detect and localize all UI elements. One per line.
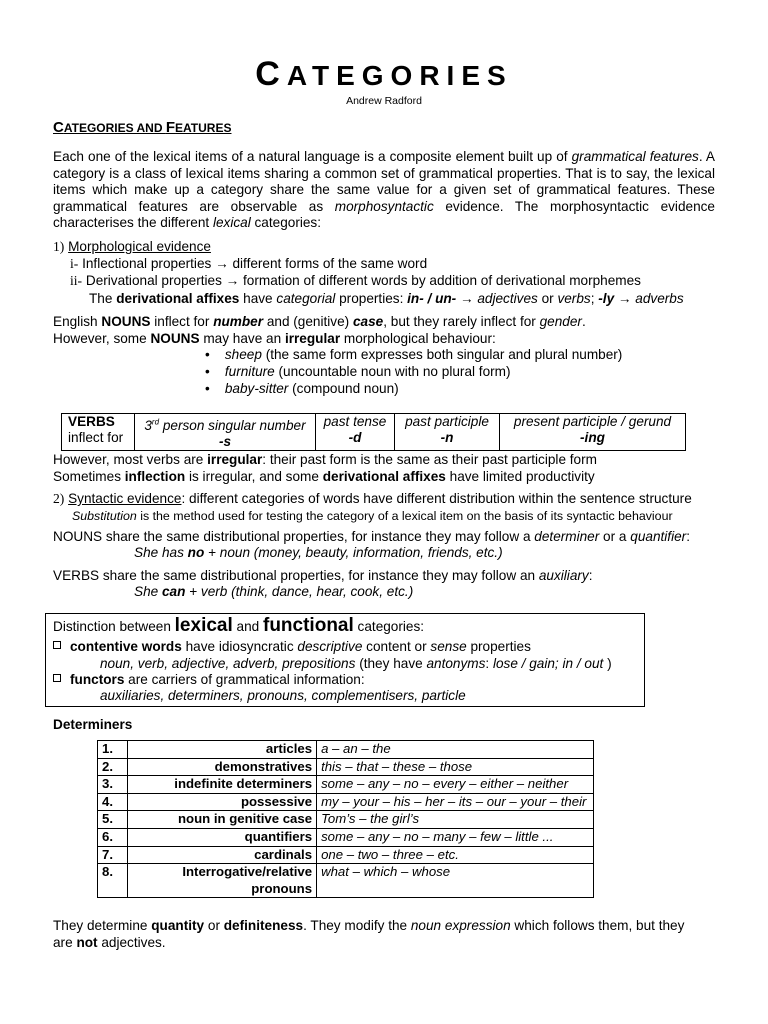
square-bullet-icon (53, 641, 61, 649)
table-cell: present participle / gerund -ing (500, 414, 686, 451)
functors-examples: auxiliaries, determiners, pronouns, complementisers, particle (100, 688, 466, 703)
intro-paragraph: Each one of the lexical items of a natural language is a composite element built up of grammatical features. A category is a class of lexical items sharing a common set of grammatical properties. That is to say, the lexical items which make up a category share the same value for a given set of grammatical features. These grammatical features are observable as morphosyntactic evidence. The morphosyntactic evidence characterises the different lexical categories: (53, 149, 715, 231)
list-item: • baby-sitter (compound noun) (205, 381, 399, 396)
table-cell: past participle -n (395, 414, 500, 451)
table-row: 1. articles a – an – the (98, 741, 594, 759)
table-row: 5. noun in genitive case Tom’s – the girl’s (98, 811, 594, 829)
table-cell: VERBS inflect for (62, 414, 135, 451)
square-bullet-icon (53, 674, 61, 682)
table-row: 4. possessive my – your – his – her – its – our – your – their (98, 793, 594, 811)
determiners-table (97, 740, 594, 898)
table-row (62, 414, 686, 451)
table-row: 3. indefinite determiners some – any – no – every – either – neither (98, 776, 594, 794)
table-row: 8. Interrogative/relative pronouns what – which – whose (98, 864, 594, 898)
list-item: • sheep (the same form expresses both singular and plural number) (205, 347, 623, 362)
list-item: • furniture (uncountable noun with no plural form) (205, 364, 511, 379)
contentive-examples: noun, verb, adjective, adverb, prepositions (they have antonyms: lose / gain; in / out ) (100, 656, 612, 671)
derivational-affixes-line: The derivational affixes have categorial properties: in- / un- → adjectives or verbs; -ly → adverbs (89, 291, 684, 306)
table-cell: 3rd person singular number -s (135, 414, 316, 451)
verbs-example: She can + verb (think, dance, hear, cook, etc.) (134, 584, 414, 599)
inflectional-item: i- Inflectional properties → different forms of the same word (70, 256, 428, 271)
substitution-note: Substitution is the method used for testing the category of a lexical item on the basis of its syntactic behaviour (72, 509, 673, 523)
section-heading: CATEGORIES AND FEATURES (53, 119, 232, 136)
derivational-item: ii- Derivational properties → formation of different words by addition of derivational morphemes (70, 273, 641, 288)
irregular-inflection-line: Sometimes inflection is irregular, and some derivational affixes have limited productivity (53, 469, 595, 484)
nouns-distribution-line: NOUNS share the same distributional properties, for instance they may follow a determiner or a quantifier: (53, 529, 690, 544)
author: Andrew Radford (346, 95, 422, 107)
lexical-functional-box (45, 613, 645, 707)
functors-item: functors are carriers of grammatical information: (53, 672, 365, 689)
table-row: 6. quantifiers some – any – no – many – few – little ... (98, 828, 594, 846)
verbs-distribution-line: VERBS share the same distributional properties, for instance they may follow an auxiliary: (53, 568, 593, 583)
table-row: 2. demonstratives this – that – these – those (98, 758, 594, 776)
distinction-title: Distinction between lexical and functional categories: (53, 615, 425, 636)
table-row: 7. cardinals one – two – three – etc. (98, 846, 594, 864)
nouns-inflection-line: English NOUNS inflect for number and (genitive) case, but they rarely inflect for gender. (53, 314, 586, 329)
morphological-evidence-heading: 1) Morphological evidence (53, 239, 211, 254)
contentive-words-item: contentive words have idiosyncratic descriptive content or sense properties (53, 639, 531, 656)
syntactic-evidence-heading: 2) Syntactic evidence: different categories of words have different distribution within the sentence structure (53, 491, 692, 506)
page-title: CATEGORIES (255, 55, 513, 93)
nouns-example: She has no + noun (money, beauty, information, friends, etc.) (134, 545, 503, 560)
closing-paragraph: They determine quantity or definiteness. They modify the noun expression which follows them, but they are not adjectives. (53, 918, 685, 950)
nouns-irregular-line: However, some NOUNS may have an irregular morphological behaviour: (53, 331, 496, 346)
table-cell: past tense -d (316, 414, 395, 451)
verbs-inflection-table (61, 413, 686, 451)
determiners-heading: Determiners (53, 717, 133, 732)
irregular-verbs-line: However, most verbs are irregular: their past form is the same as their past participle form (53, 452, 597, 467)
